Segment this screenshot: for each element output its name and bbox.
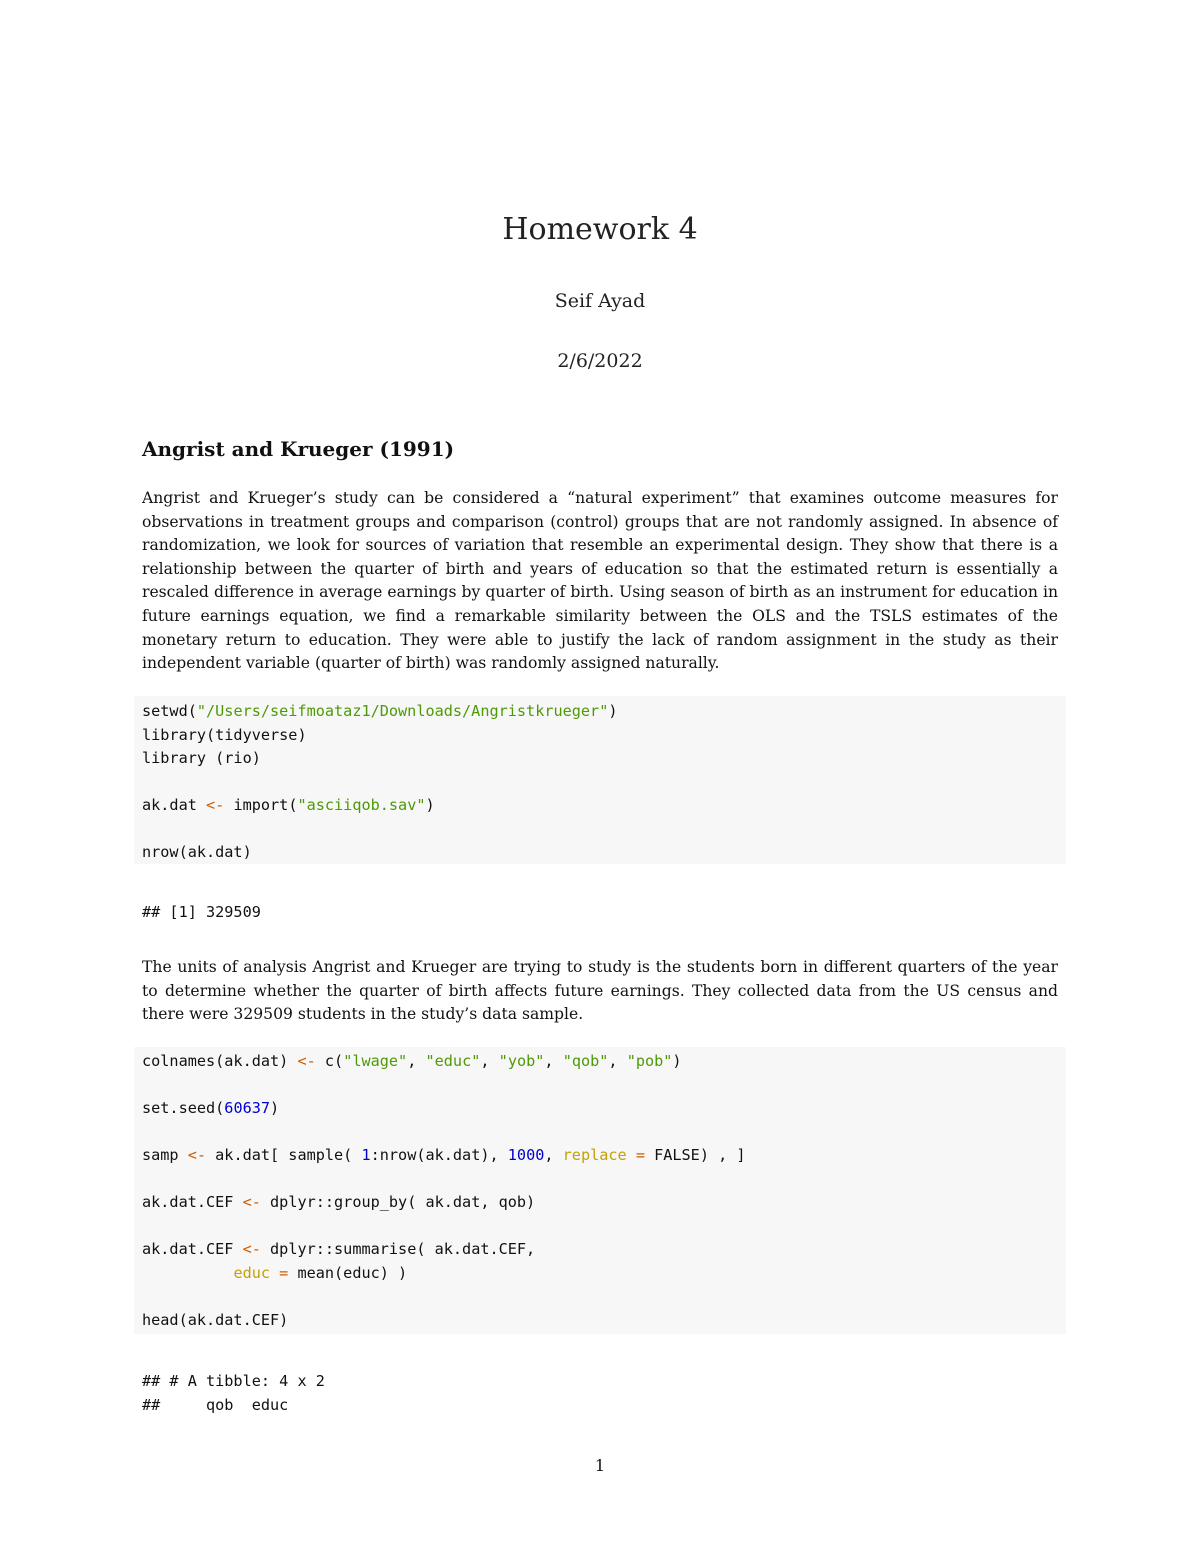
code-output-2 (142, 1370, 325, 1417)
code-line: library(tidyverse) (142, 725, 307, 744)
code-line: library (rio) (142, 749, 261, 767)
document-title: Homework 4 (502, 212, 698, 247)
code-line: colnames(ak.dat) <- c("lwage", "educ", "yob", "qob", "pob") (142, 1052, 682, 1070)
code-line: head(ak.dat.CEF) (142, 1310, 289, 1329)
code-line: ak.dat <- import("asciiqob.sav") (142, 796, 435, 814)
code-block-2-content (142, 1050, 746, 1332)
code-line: ak.dat.CEF <- dplyr::summarise( ak.dat.CEF, (142, 1240, 536, 1258)
code-line: samp <- ak.dat[ sample( 1:nrow(ak.dat), 1000, replace = FALSE) , ] (142, 1146, 746, 1164)
code-block-1-content (142, 700, 618, 865)
code-line: setwd("/Users/seifmoataz1/Downloads/Angristkrueger") (142, 702, 618, 720)
intro-paragraph: Angrist and Krueger’s study can be considered a “natural experiment” that examines outcome measures for observations in treatment groups and comparison (control) groups that are not randomly assigned. In absence of randomization, we look for sources of variation that resemble an experimental design. They show that there is a relationship between the quarter of birth and years of education so that the estimated return is essentially a rescaled difference in average earnings by quarter of birth. Using season of birth as an instrument for education in future earnings equation, we find a remarkable similarity between the OLS and the TSLS estimates of the monetary return to education. They were able to justify the lack of random assignment in the study as their independent variable (quarter of birth) was randomly assigned naturally. (142, 489, 1058, 673)
output-line: ## # A tibble: 4 x 2 (142, 1372, 325, 1390)
code-line: set.seed(60637) (142, 1099, 280, 1117)
code-line: educ = mean(educ) ) (233, 1263, 408, 1282)
units-paragraph: The units of analysis Angrist and Krueger are trying to study is the students born in different quarters of the year to determine whether the quarter of birth affects future earnings. They collected data from the US census and there were 329509 students in the study’s data sample. (142, 958, 1058, 1024)
output-line: ## qob educ (142, 1395, 289, 1414)
document-date: 2/6/2022 (557, 350, 643, 372)
section-heading: Angrist and Krueger (1991) (142, 437, 455, 461)
document-author: Seif Ayad (554, 290, 646, 312)
code-output-1: ## [1] 329509 (142, 903, 261, 921)
code-line: ak.dat.CEF <- dplyr::group_by( ak.dat, qob) (142, 1193, 536, 1211)
code-line: nrow(ak.dat) (142, 843, 252, 861)
page-number: 1 (594, 1456, 606, 1475)
